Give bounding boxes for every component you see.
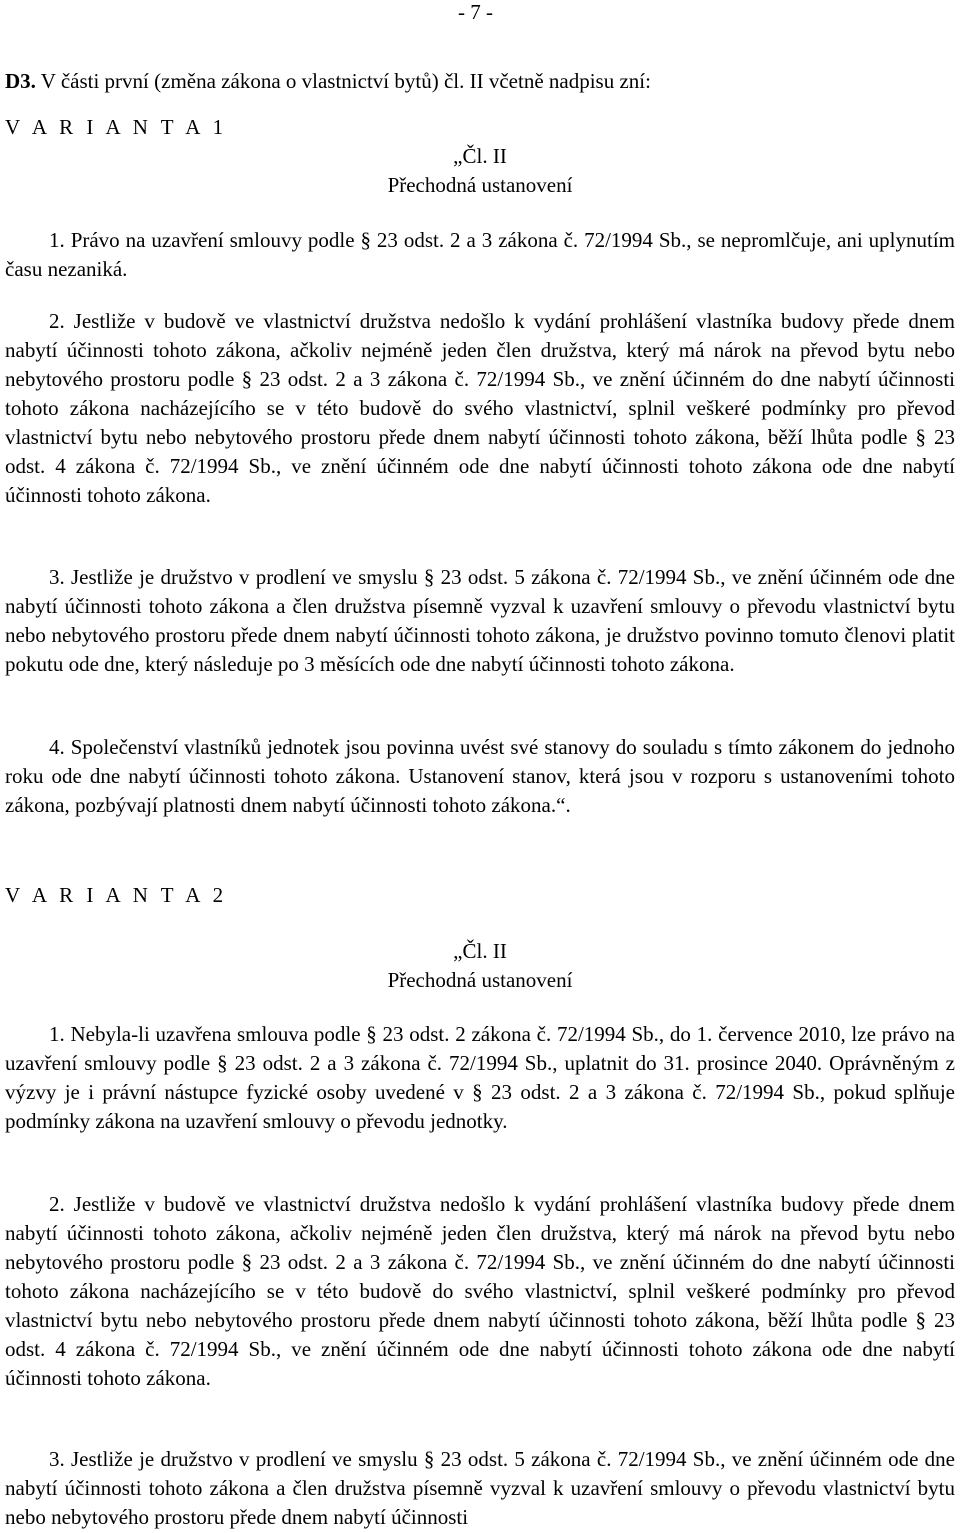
amendment-code: D3. — [5, 69, 36, 93]
variant-1-label: V A R I A N T A 1 — [5, 115, 228, 139]
page-number: - 7 - — [458, 0, 493, 24]
variant-2-label: V A R I A N T A 2 — [5, 883, 228, 907]
variant-1-paragraph-4: 4. Společenství vlastníků jednotek jsou povinna uvést své stanovy do souladu s tímto zákonem do jednoho roku ode dne nabytí účinnosti tohoto zákona. Ustanovení stanov, která jsou v rozporu s ustanoveními tohoto zákona, pozbývají platnosti dnem nabytí účinnosti tohoto zákona.“. — [5, 735, 955, 817]
variant-1-paragraph-1: 1. Právo na uzavření smlouvy podle § 23 odst. 2 a 3 zákona č. 72/1994 Sb., se nepromlčuje, ani uplynutím času nezaniká. — [5, 228, 955, 281]
variant-1-article: „Čl. II — [453, 144, 507, 168]
variant-2-paragraph-1: 1. Nebyla-li uzavřena smlouva podle § 23 odst. 2 zákona č. 72/1994 Sb., do 1. července 2010, lze právo na uzavření smlouvy podle § 23 odst. 2 a 3 zákona č. 72/1994 Sb., uplatnit do 31. prosince 2040. Oprávněným z výzvy je i právní nástupce fyzické osoby uvedené v § 23 odst. 2 a 3 zákona č. 72/1994 Sb., pokud splňuje podmínky zákona na uzavření smlouvy o převodu jednotky. — [5, 1022, 955, 1133]
amendment-text: V části první (změna zákona o vlastnictví bytů) čl. II včetně nadpisu zní: — [35, 69, 651, 93]
variant-1-title: Přechodná ustanovení — [387, 173, 573, 197]
variant-2-paragraph-2: 2. Jestliže v budově ve vlastnictví družstva nedošlo k vydání prohlášení vlastníka budovy přede dnem nabytí účinnosti tohoto zákona, ačkoliv nejméně jeden člen družstva, který má nárok na převod bytu nebo nebytového prostoru podle § 23 odst. 2 a 3 zákona č. 72/1994 Sb., ve znění účinném do dne nabytí účinnosti tohoto zákona nacházejícího se v této budově do svého vlastnictví, splnil veškeré podmínky pro převod vlastnictví bytu nebo nebytového prostoru přede dnem nabytí účinnosti tohoto zákona, běží lhůta podle § 23 odst. 4 zákona č. 72/1994 Sb., ve znění účinném ode dne nabytí účinnosti tohoto zákona ode dne nabytí účinnosti tohoto zákona. — [5, 1192, 955, 1390]
variant-1-paragraph-2: 2. Jestliže v budově ve vlastnictví družstva nedošlo k vydání prohlášení vlastníka budovy přede dnem nabytí účinnosti tohoto zákona, ačkoliv nejméně jeden člen družstva, který má nárok na převod bytu nebo nebytového prostoru podle § 23 odst. 2 a 3 zákona č. 72/1994 Sb., ve znění účinném do dne nabytí účinnosti tohoto zákona nacházejícího se v této budově do svého vlastnictví, splnil veškeré podmínky pro převod vlastnictví bytu nebo nebytového prostoru přede dnem nabytí účinnosti tohoto zákona, běží lhůta podle § 23 odst. 4 zákona č. 72/1994 Sb., ve znění účinném ode dne nabytí účinnosti tohoto zákona ode dne nabytí účinnosti tohoto zákona. — [5, 309, 955, 507]
amendment-heading — [5, 67, 955, 96]
variant-2-title: Přechodná ustanovení — [387, 968, 573, 992]
variant-1-paragraph-3: 3. Jestliže je družstvo v prodlení ve smyslu § 23 odst. 5 zákona č. 72/1994 Sb., ve znění účinném ode dne nabytí účinnosti tohoto zákona a člen družstva písemně vyzval k uzavření smlouvy o převodu vlastnictví bytu nebo nebytového prostoru přede dnem nabytí účinnosti tohoto zákona, je družstvo povinno tomuto členovi platit pokutu ode dne, který následuje po 3 měsících ode dne nabytí účinnosti tohoto zákona. — [5, 565, 955, 676]
variant-2-paragraph-3: 3. Jestliže je družstvo v prodlení ve smyslu § 23 odst. 5 zákona č. 72/1994 Sb., ve znění účinném ode dne nabytí účinnosti tohoto zákona a člen družstva písemně vyzval k uzavření smlouvy o převodu vlastnictví bytu nebo nebytového prostoru přede dnem nabytí účinnosti — [5, 1447, 955, 1529]
variant-2-article: „Čl. II — [453, 939, 507, 963]
